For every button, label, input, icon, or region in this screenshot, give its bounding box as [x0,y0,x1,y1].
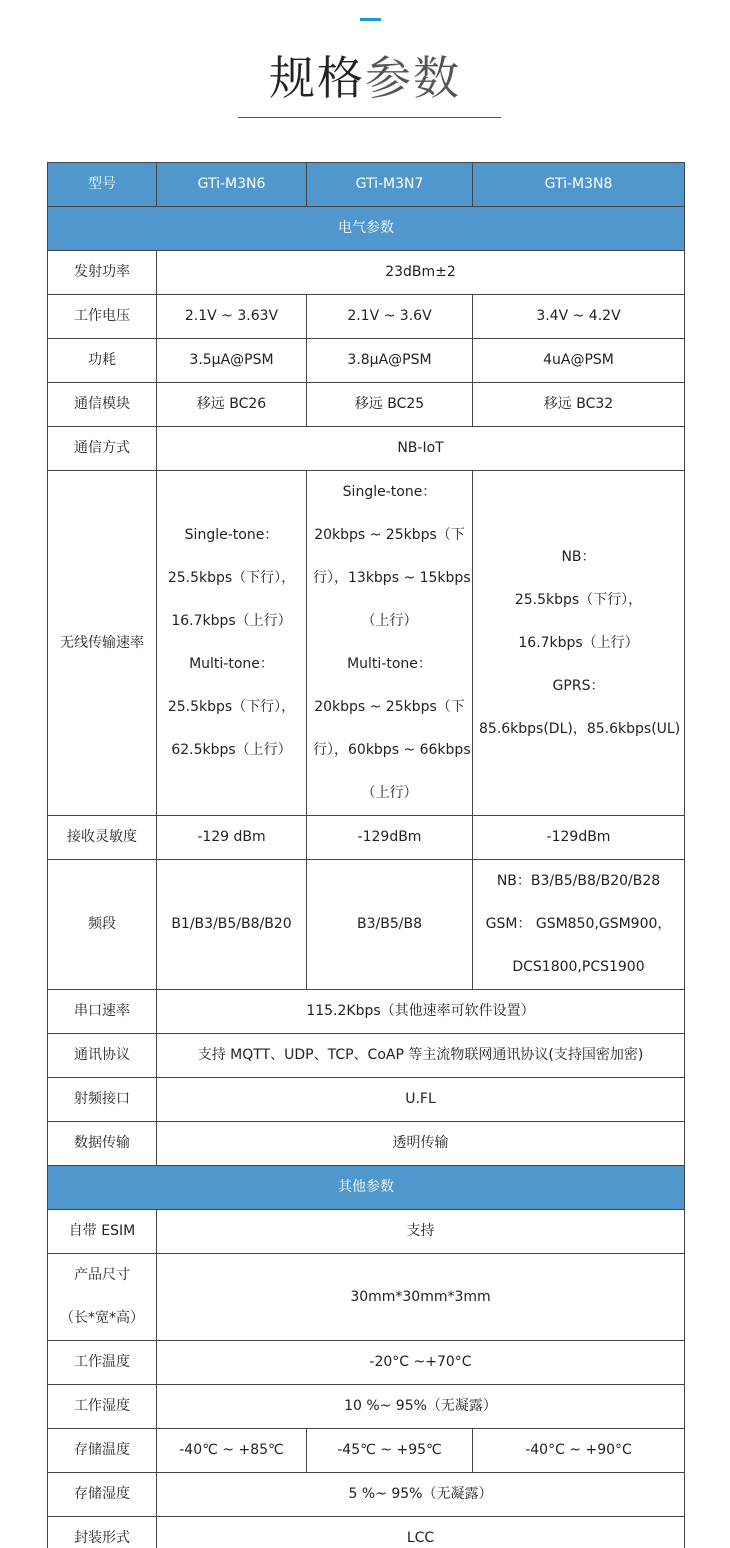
cell-m3n7: B3/B5/B8 [307,860,473,990]
cell-m3n6: -40℃ ~ +85℃ [157,1429,307,1473]
band-line: GSM： GSM850,GSM900， [485,916,672,932]
header-m3n6: GTi-M3N6 [157,163,307,207]
row-label: 发射功率 [48,251,157,295]
rate-line: （上行） [361,785,418,801]
title-accent-bar [360,18,381,21]
row-value: U.FL [157,1078,685,1122]
section-title-other: 其他参数 [48,1166,685,1210]
table-row [48,427,685,471]
cell-m3n6: B1/B3/B5/B8/B20 [157,860,307,990]
cell-m3n8 [473,860,685,990]
row-label: 工作温度 [48,1341,157,1385]
row-label: 频段 [48,860,157,990]
rate-line: Multi-tone： [347,656,432,672]
cell-m3n6: 2.1V ~ 3.63V [157,295,307,339]
row-value: NB-IoT [157,427,685,471]
table-row [48,1254,685,1341]
table-row [48,1122,685,1166]
table-row [48,1429,685,1473]
cell-m3n6 [157,471,307,816]
cell-m3n6: -129 dBm [157,816,307,860]
row-label: 工作湿度 [48,1385,157,1429]
header-m3n8: GTi-M3N8 [473,163,685,207]
rate-line: 85.6kbps(DL)，85.6kbps(UL) [479,720,681,737]
title-underline [238,117,501,118]
row-value: 支持 MQTT、UDP、TCP、CoAP 等主流物联网通讯协议(支持国密加密) [157,1034,685,1078]
cell-m3n6: 3.5μA@PSM [157,339,307,383]
row-label: 存储温度 [48,1429,157,1473]
spec-table [47,162,685,1548]
row-label: 通信方式 [48,427,157,471]
row-label: 接收灵敏度 [48,816,157,860]
row-value: 10 %~ 95%（无凝露） [157,1385,685,1429]
table-row [48,1034,685,1078]
table-row [48,339,685,383]
cell-m3n7: -129dBm [307,816,473,860]
row-value: 23dBm±2 [157,251,685,295]
rate-line: 行），60kbps ~ 66kbps [313,742,471,758]
cell-m3n8: 移远 BC32 [473,383,685,427]
row-label: 存储湿度 [48,1473,157,1517]
table-row [48,251,685,295]
table-row [48,383,685,427]
rate-line: 行），13kbps ~ 15kbps [313,570,471,586]
size-label-line: （长*宽*高） [60,1310,144,1326]
cell-m3n7: 移远 BC25 [307,383,473,427]
cell-m3n7: 2.1V ~ 3.6V [307,295,473,339]
section-title-electrical: 电气参数 [48,207,685,251]
table-row [48,1385,685,1429]
cell-m3n7 [307,471,473,816]
cell-m3n6: 移远 BC26 [157,383,307,427]
row-value: 5 %~ 95%（无凝露） [157,1473,685,1517]
row-value: 透明传输 [157,1122,685,1166]
row-label: 通信模块 [48,383,157,427]
table-row [48,295,685,339]
row-label: 自带 ESIM [48,1210,157,1254]
row-label: 数据传输 [48,1122,157,1166]
section-row-other [48,1166,685,1210]
table-row [48,816,685,860]
rate-line: 16.7kbps（上行） [518,634,639,651]
header-model: 型号 [48,163,157,207]
cell-m3n8: -40°C ~ +90°C [473,1429,685,1473]
table-row [48,1341,685,1385]
title-part-1: 规格 [269,51,365,105]
cell-m3n7: 3.8μA@PSM [307,339,473,383]
rate-line: 25.5kbps（下行）， [514,591,643,608]
table-row [48,860,685,990]
rate-line: 25.5kbps（下行）， [167,699,296,715]
rate-line: GPRS： [552,677,605,694]
cell-m3n7: -45℃ ~ +95℃ [307,1429,473,1473]
band-line: DCS1800,PCS1900 [512,959,645,975]
size-label-line: 产品尺寸 [74,1267,130,1283]
rate-line: Multi-tone： [189,656,274,672]
row-value: -20°C ~+70°C [157,1341,685,1385]
section-row-electrical [48,207,685,251]
table-row [48,1210,685,1254]
page-title [0,48,730,108]
table-row [48,1517,685,1548]
band-line: NB：B3/B5/B8/B20/B28 [496,873,661,889]
row-label: 功耗 [48,339,157,383]
rate-line: 16.7kbps（上行） [171,613,292,629]
row-label: 工作电压 [48,295,157,339]
row-label [48,1254,157,1341]
row-value: LCC [157,1517,685,1548]
row-label: 通讯协议 [48,1034,157,1078]
rate-line: （上行） [361,613,418,629]
rate-line: 25.5kbps（下行）， [167,570,296,586]
rate-line: 62.5kbps（上行） [171,742,292,758]
table-row [48,471,685,816]
cell-m3n8 [473,471,685,816]
cell-m3n8: -129dBm [473,816,685,860]
header-m3n7: GTi-M3N7 [307,163,473,207]
row-value: 115.2Kbps（其他速率可软件设置） [157,990,685,1034]
row-label: 无线传输速率 [48,471,157,816]
row-label: 射频接口 [48,1078,157,1122]
table-header-row [48,163,685,207]
cell-m3n8: 3.4V ~ 4.2V [473,295,685,339]
row-value: 30mm*30mm*3mm [157,1254,685,1341]
table-row [48,1078,685,1122]
rate-line: 20kbps ~ 25kbps（下 [314,699,465,715]
rate-line: Single-tone： [342,484,437,500]
row-value: 支持 [157,1210,685,1254]
title-part-2: 参数 [365,51,461,105]
cell-m3n8: 4uA@PSM [473,339,685,383]
rate-line: NB： [561,548,596,565]
table-row [48,1473,685,1517]
row-label: 串口速率 [48,990,157,1034]
table-row [48,990,685,1034]
rate-line: Single-tone： [184,527,279,543]
row-label: 封装形式 [48,1517,157,1548]
rate-line: 20kbps ~ 25kbps（下 [314,527,465,543]
